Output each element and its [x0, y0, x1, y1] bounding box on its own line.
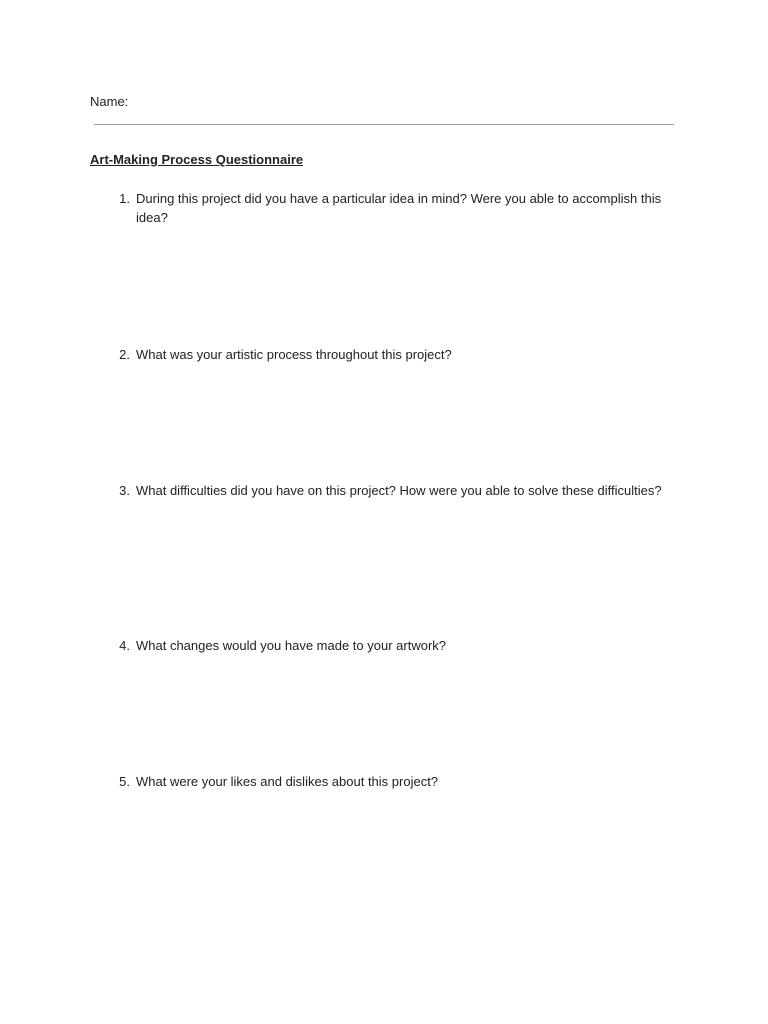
- question-number: 2.: [119, 347, 130, 362]
- question-number: 1.: [119, 191, 130, 206]
- name-label: Name:: [90, 94, 129, 109]
- questionnaire-title: Art-Making Process Questionnaire: [90, 152, 304, 167]
- question-number: 4.: [119, 638, 130, 653]
- question-number: 5.: [119, 774, 130, 789]
- question-text: What difficulties did you have on this project? How were you able to solve these difficulties?: [136, 483, 662, 498]
- name-underline: [94, 124, 674, 125]
- question-text: What were your likes and dislikes about this project?: [136, 774, 439, 789]
- question-text: What changes would you have made to your artwork?: [136, 638, 447, 653]
- question-number: 3.: [119, 483, 130, 498]
- question-text: What was your artistic process throughout this project?: [136, 347, 452, 362]
- question-text: During this project did you have a particular idea in mind? Were you able to accomplish this idea?: [136, 191, 662, 225]
